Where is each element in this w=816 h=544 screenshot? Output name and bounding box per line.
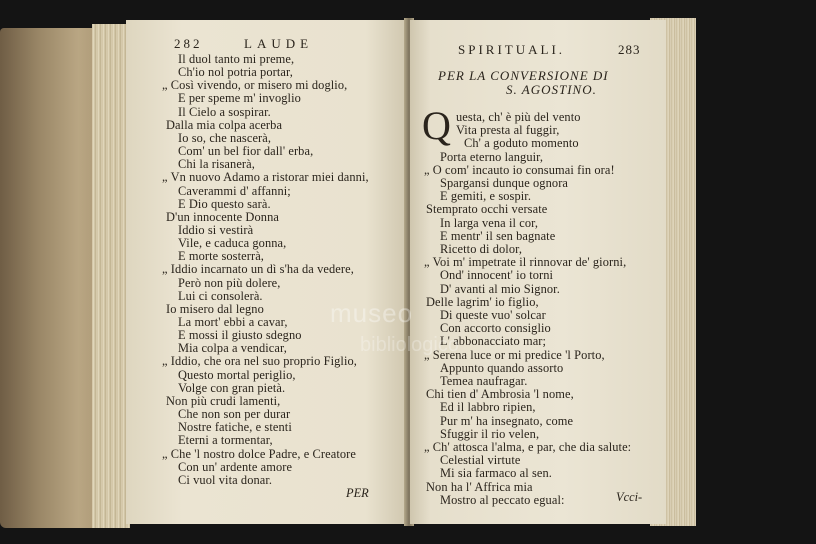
left-verse-line: Che non son per durar	[178, 407, 291, 422]
left-verse-line: Con un' ardente amore	[178, 459, 293, 474]
right-verse-line: Chi tien d' Ambrosia 'l nome,	[426, 387, 574, 402]
right-verse-line: „ O com' incauto io consumai fin ora!	[424, 162, 615, 177]
poem-title-line1: PER LA CONVERSIONE DI	[438, 68, 609, 83]
left-verse-line: Nostre fatiche, e stenti	[178, 420, 292, 435]
right-verse-line: Delle lagrim' io figlio,	[426, 294, 539, 309]
left-verse-line: Eterni a tormentar,	[178, 433, 273, 448]
left-verse-line: Ci vuol vita donar.	[178, 472, 273, 487]
page-edges-left	[92, 24, 130, 528]
right-verse-line: Non ha l' Affrica mia	[426, 479, 533, 494]
left-page-number: 282	[174, 36, 203, 51]
right-page-number: 283	[618, 42, 641, 57]
right-verse-line: In larga vena il cor,	[440, 215, 539, 230]
left-verse-line: Ch'io nol potria portar,	[178, 65, 293, 80]
watermark-line2: bibliologico	[360, 334, 459, 356]
left-verse-line: Il duol tanto mi preme,	[178, 52, 295, 66]
left-verse-line: E Dio questo sarà.	[178, 196, 271, 211]
right-verse-line: Vita presta al fuggir,	[456, 123, 560, 138]
right-verse-line: Di queste vuo' solcar	[440, 308, 546, 322]
right-verse-line: Ricetto di dolor,	[440, 242, 523, 256]
left-verse-line: „ Così vivendo, or misero mi doglio,	[162, 78, 348, 93]
left-verse-line: Io so, che nascerà,	[178, 130, 272, 145]
left-verse-line: E mossi il giusto sdegno	[178, 328, 302, 343]
left-verse-line: E morte sosterrà,	[178, 249, 264, 264]
left-verse-line: Vile, e caduca gonna,	[178, 236, 287, 251]
right-verse-line: Con accorto consiglio	[440, 321, 551, 336]
left-page	[126, 20, 408, 524]
right-verse-line: uesta, ch' è più del vento	[456, 110, 581, 124]
left-verse-line: Volge con gran pietà.	[178, 380, 286, 395]
right-catchword: Vcci-	[616, 490, 643, 504]
right-verse-line: D' avanti al mio Signor.	[440, 281, 560, 296]
right-running-head: SPIRITUALI.	[458, 42, 566, 57]
left-verse-line: Però non più dolere,	[178, 275, 281, 290]
right-verse-line: L' abbonacciato mar;	[440, 334, 547, 349]
left-verse-line: „ Iddio incarnato un dì s'ha da vedere,	[162, 262, 354, 277]
right-verse-line: Ed il labbro ripien,	[440, 400, 536, 415]
left-verse-line: Com' un bel fior dall' erba,	[178, 144, 314, 159]
right-verse-line: Ch' a goduto momento	[464, 136, 579, 151]
left-verse-line: „ Vn nuovo Adamo a ristorar miei danni,	[162, 170, 369, 185]
left-verse-line: Caverammi d' affanni;	[178, 183, 291, 198]
left-catchword: PER	[346, 486, 369, 500]
left-verse-line: Dalla mia colpa acerba	[166, 117, 283, 132]
left-verse-line: E per speme m' invoglio	[178, 91, 301, 106]
left-verse-line: Mia colpa a vendicar,	[178, 341, 287, 356]
left-verse-line: Io misero dal legno	[166, 301, 264, 316]
left-verse-line: Questo mortal periglio,	[178, 367, 296, 382]
right-page	[410, 20, 666, 524]
left-verse-line: D'un innocente Donna	[166, 209, 279, 224]
right-verse-line: Celestial virtute	[440, 453, 521, 468]
right-verse-line: Sfuggir il rio velen,	[440, 426, 540, 441]
poem-title-line2: S. AGOSTINO.	[506, 82, 597, 97]
right-verse-line: „ Ch' attosca l'alma, e par, che dia salute:	[424, 440, 632, 454]
left-verse-line: „ Che 'l nostro dolce Padre, e Creatore	[162, 446, 356, 461]
right-verse-line: „ Voi m' impetrate il rinnovar de' giorni,	[424, 255, 627, 270]
right-verse-line: Ond' innocent' io torni	[440, 268, 554, 283]
left-verse-line: La mort' ebbi a cavar,	[178, 315, 288, 329]
drop-cap: Q	[422, 103, 451, 148]
right-verse-line: Porta eterno languir,	[440, 149, 544, 164]
right-verse-line: Pur m' ha insegnato, come	[440, 413, 574, 428]
watermark-line1: museo	[330, 298, 414, 328]
right-verse-line: Mostro al peccato egual:	[440, 492, 565, 507]
left-verse-line: „ Iddio, che ora nel suo proprio Figlio,	[162, 354, 357, 369]
left-running-head: LAUDE	[244, 36, 314, 51]
right-verse-line: Spargansi dunque ognora	[440, 176, 569, 190]
left-verse-line: Non più crudi lamenti,	[166, 393, 281, 408]
left-verse-line: Iddio si vestirà	[178, 222, 254, 237]
right-verse-line: Temea naufragar.	[440, 374, 528, 388]
right-verse-line: „ Serena luce or mi predice 'l Porto,	[424, 347, 605, 362]
left-verse-line: Chi la risanerà,	[178, 157, 255, 172]
right-verse-line: Mi sia farmaco al sen.	[440, 466, 552, 481]
right-verse-line: E mentr' il sen bagnate	[440, 228, 556, 243]
left-verse-line: Lui ci consolerà.	[178, 288, 263, 303]
right-verse-line: Stemprato occhi versate	[426, 202, 548, 217]
right-verse-line: E gemiti, e sospir.	[440, 189, 532, 204]
right-verse-line: Appunto quando assorto	[440, 360, 564, 375]
left-verse-line: Il Cielo a sospirar.	[178, 104, 271, 119]
